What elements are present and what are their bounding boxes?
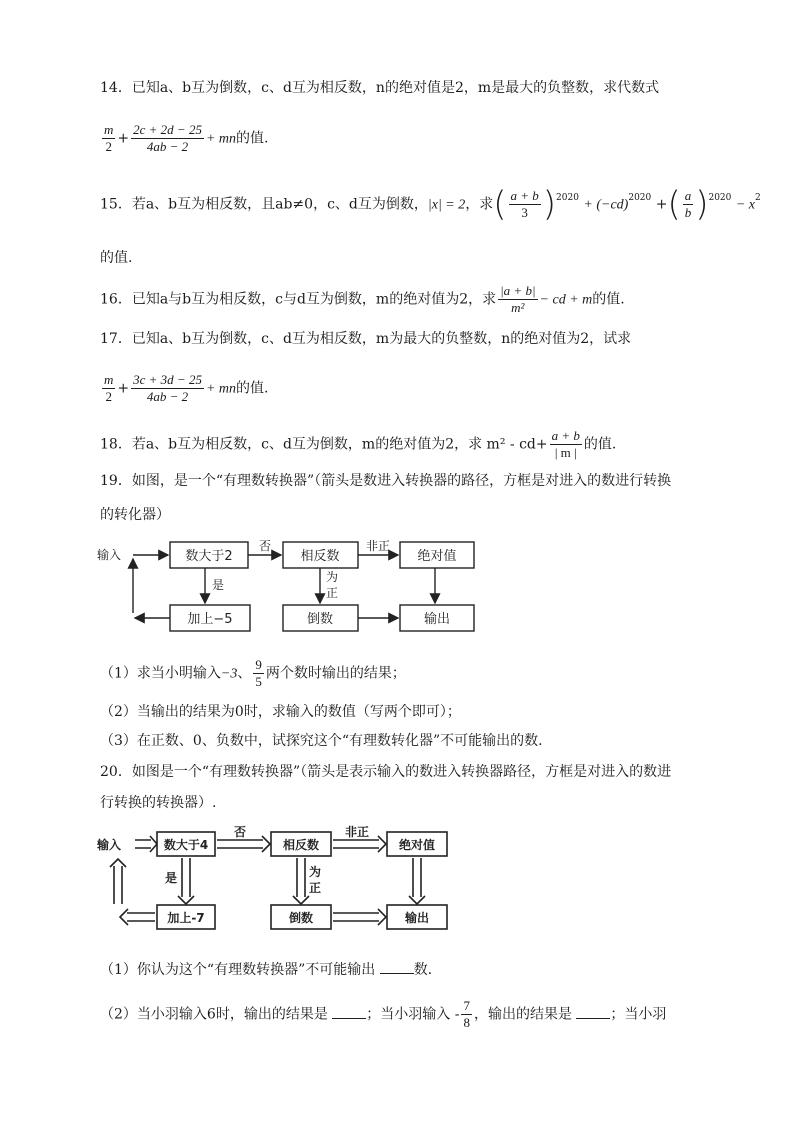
svg-text:正: 正 — [309, 881, 322, 895]
q14-stem: 14．已知a、b互为倒数，c、d互为相反数，n的绝对值是2，m是最大的负整数，求代数式 — [100, 80, 660, 96]
q19-part3: （3）在正数、0、负数中，试探究这个“有理数转化器”不可能输出的数. — [100, 733, 543, 749]
svg-text:输入: 输入 — [97, 548, 122, 562]
q19-part2: （2）当输出的结果为0时，求输入的数值（写两个即可）； — [100, 704, 461, 720]
q20-flow-diagram — [95, 822, 455, 937]
q14-main-fraction: $\frac{2c + 2d - 25}{4ab - 2}$ — [133, 122, 202, 154]
svg-text:相反数: 相反数 — [300, 549, 340, 564]
answer-blank — [332, 1004, 366, 1019]
svg-text:否: 否 — [258, 539, 272, 553]
q15-stem: 15．若a、b互为相反数，且ab≠0，c、d互为倒数，|x| = 2，求( $\frac{a + b}{3}$ )$^{2020} + (-cd)^{2020}$ +( $\frac{a}{b}$ )$^{2020} - x^2$ — [100, 184, 761, 225]
q20-stem-line2: 行转换的转换器）. — [100, 795, 217, 811]
svg-text:非正: 非正 — [344, 825, 370, 839]
q16-stem: 16．已知a与b互为相反数，c与d互为倒数，m的绝对值为2，求 $\frac{|a + b|}{\text{m²}}$ − cd + m的值. — [100, 283, 625, 315]
svg-text:是: 是 — [165, 871, 178, 885]
svg-text:数大于4: 数大于4 — [163, 838, 209, 852]
q20-part2: （2）当小羽输入6时，输出的结果是 ；当小羽输入 - $\frac{7}{8}$ ，输出的结果是 ；当小羽 — [100, 998, 667, 1030]
svg-text:输出: 输出 — [423, 612, 451, 627]
q19-flow-diagram — [95, 535, 480, 635]
q20-part1: （1）你认为这个“有理数转换器”不可能输出 数. — [100, 959, 432, 980]
svg-text:输入: 输入 — [97, 838, 122, 852]
q19-stem-line1: 19．如图，是一个“有理数转换器”（箭头是数进入转换器的路径，方框是对进入的数进行转换 — [100, 473, 672, 489]
svg-text:数大于2: 数大于2 — [185, 549, 233, 564]
q15-suffix: 的值. — [100, 250, 133, 266]
answer-blank — [576, 1004, 610, 1019]
q14-expression: $\frac{m}{2}$ + $\frac{2c + 2d - 25}{4ab - 2}$ + mn的值. — [104, 122, 269, 154]
svg-text:为: 为 — [326, 570, 339, 584]
svg-text:绝对值: 绝对值 — [398, 838, 436, 852]
svg-text:正: 正 — [326, 586, 339, 600]
q20-stem-line1: 20．如图是一个“有理数转换器”（箭头是表示输入的数进入转换器路径，方框是对进入的数进 — [100, 764, 672, 780]
svg-text:为: 为 — [309, 865, 322, 879]
svg-text:输出: 输出 — [404, 911, 430, 925]
q17-stem: 17．已知a、b互为倒数，c、d互为相反数，m为最大的负整数，n的绝对值为2，试求 — [100, 331, 632, 347]
q17-expression: $\frac{m}{2}$ + $\frac{3c + 3d - 25}{4ab - 2}$ + mn的值. — [104, 372, 269, 404]
svg-text:相反数: 相反数 — [282, 838, 320, 852]
svg-text:加上−5: 加上−5 — [187, 612, 233, 627]
answer-blank — [380, 959, 414, 974]
svg-text:倒数: 倒数 — [288, 911, 314, 925]
svg-text:加上-7: 加上-7 — [167, 911, 205, 925]
q19-stem-line2: 的转化器） — [100, 507, 170, 523]
svg-text:绝对值: 绝对值 — [417, 549, 457, 564]
svg-text:否: 否 — [233, 825, 247, 839]
q19-part1: （1）求当小明输入−3、 $\frac{9}{5}$ 两个数时输出的结果； — [100, 657, 406, 689]
svg-text:非正: 非正 — [365, 539, 391, 553]
q14-m-over-2: $\frac{m}{2}$ — [104, 122, 114, 154]
q18-stem: 18．若a、b互为相反数，c、d互为倒数，m的绝对值为2，求 m² - cd+ $\frac{a + b}{| m |}$ 的值. — [100, 428, 617, 460]
svg-text:倒数: 倒数 — [306, 612, 334, 627]
svg-text:是: 是 — [212, 578, 225, 592]
